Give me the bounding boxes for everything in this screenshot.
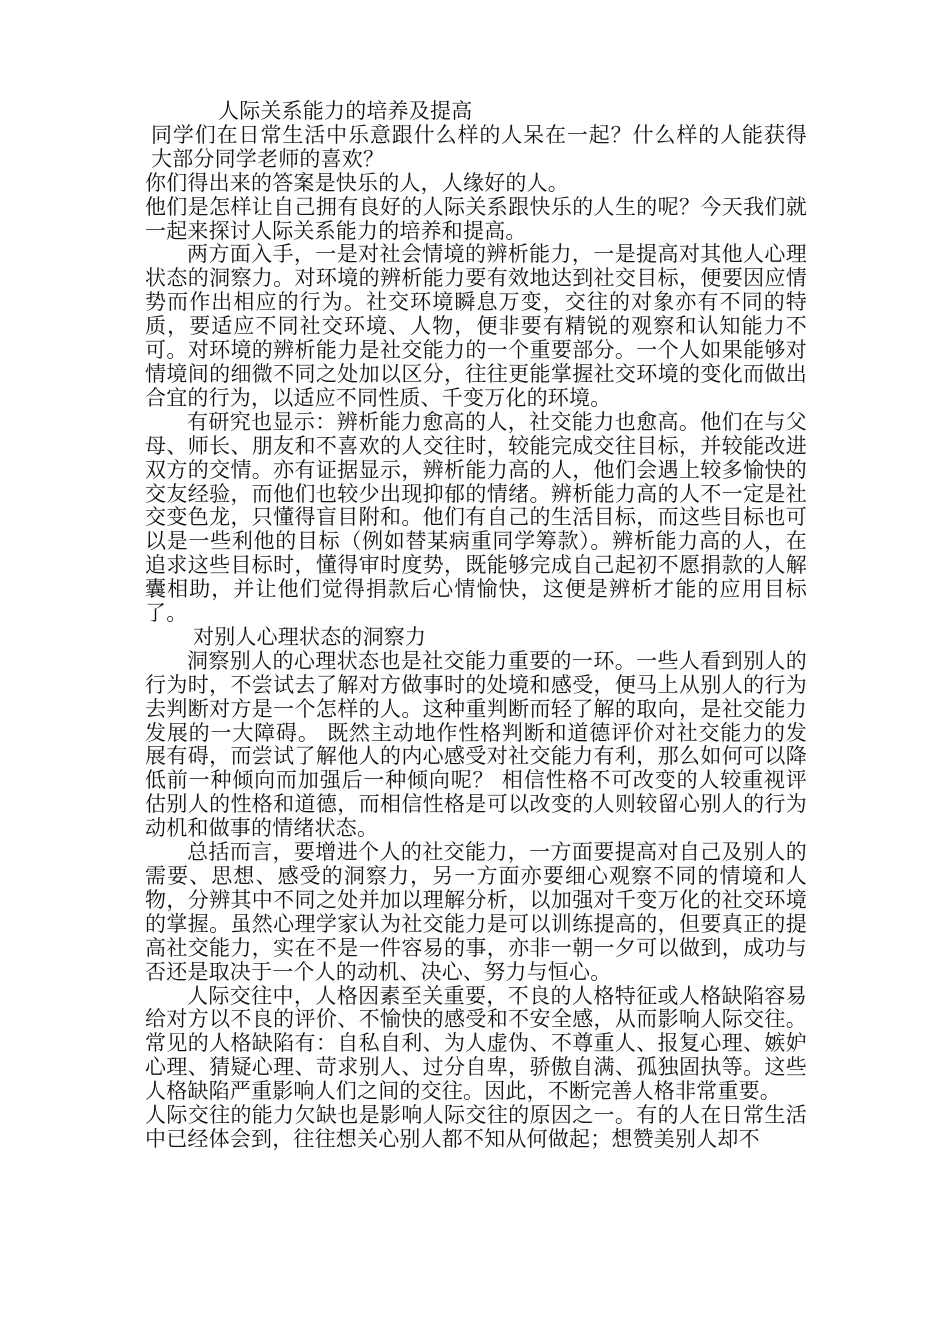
- document-page: [145, 100, 807, 1152]
- paragraph-ability: 人际交往的能力欠缺也是影响人际交往的原因之一。有的人在日常生活中已经体会到，往往想关心别人都不知从何做起；想赞美别人却不: [145, 1103, 807, 1151]
- paragraph-summary: 总括而言，要增进个人的社交能力，一方面要提高对自己及别人的需要、思想、感受的洞察力，另一方面亦要细心观察不同的情境和人物，分辨其中不同之处并加以理解分析，以加强对千变万化的社交环境的掌握。虽然心理学家认为社交能力是可以训练提高的，但要真正的提高社交能力，实在不是一件容易的事，亦非一朝一夕可以做到，成功与否还是取决于一个人的动机、决心、努力与恒心。: [145, 840, 807, 984]
- paragraph-insight: 洞察别人的心理状态也是社交能力重要的一环。一些人看到别人的行为时，不尝试去了解对方做事时的处境和感受，便马上从别人的行为去判断对方是一个怎样的人。这种重判断而轻了解的取向，是社交能力发展的一大障碍。 既然主动地作性格判断和道德评价对社交能力的发展有碍，而尝试了解他人的内心感受对社交能力有利，那么如何可以降低前一种倾向而加强后一种倾向呢？ 相信性格不可改变的人较重视评估别人的性格和道德，而相信性格是可以改变的人则较留心别人的行为动机和做事的情绪状态。: [145, 648, 807, 841]
- intro-question: 同学们在日常生活中乐意跟什么样的人呆在一起？什么样的人能获得大部分同学老师的喜欢？: [151, 122, 807, 171]
- intro-topic: 他们是怎样让自己拥有良好的人际关系跟快乐的人生的呢？今天我们就一起来探讨人际关系能力的培养和提高。: [145, 194, 807, 243]
- paragraph-discernment: 两方面入手，一是对社会情境的辨析能力，一是提高对其他人心理状态的洞察力。对环境的辨析能力要有效地达到社交目标，便要因应情势而作出相应的行为。社交环境瞬息万变，交往的对象亦有不同的特质，要适应不同社交环境、人物，便非要有精锐的观察和认知能力不可。对环境的辨析能力是社交能力的一个重要部分。一个人如果能够对情境间的细微不同之处加以区分，往往更能掌握社交环境的变化而做出合宜的行为，以适应不同性质、千变万化的环境。: [145, 242, 807, 410]
- section-heading-insight: 对别人心理状态的洞察力: [193, 624, 427, 649]
- document-title: 人际关系能力的培养及提高: [218, 99, 473, 123]
- paragraph-research: 有研究也显示：辨析能力愈高的人，社交能力也愈高。他们在与父母、师长、朋友和不喜欢的人交往时，较能完成交往目标，并较能改进双方的交情。亦有证据显示，辨析能力高的人，他们会遇上较多愉快的交友经验，而他们也较少出现抑郁的情绪。辨析能力高的人不一定是社交变色龙，只懂得盲目附和。他们有自己的生活目标，而这些目标也可以是一些利他的目标（例如替某病重同学筹款）。辨析能力高的人，在追求这些目标时，懂得审时度势，既能够完成自己起初不愿捐款的人解囊相助，并让他们觉得捐款后心情愉快，这便是辨析才能的应用目标了。: [145, 409, 807, 626]
- paragraph-personality: 人际交往中，人格因素至关重要，不良的人格特征或人格缺陷容易给对方以不良的评价、不愉快的感受和不安全感，从而影响人际交往。常见的人格缺陷有：自私自利、为人虚伪、不尊重人、报复心理、嫉妒心理、猜疑心理、苛求别人、过分自卑，骄傲自满、孤独固执等。这些人格缺陷严重影响人们之间的交往。因此，不断完善人格非常重要。: [145, 983, 807, 1104]
- intro-answer: 你们得出来的答案是快乐的人，人缘好的人。: [145, 170, 569, 195]
